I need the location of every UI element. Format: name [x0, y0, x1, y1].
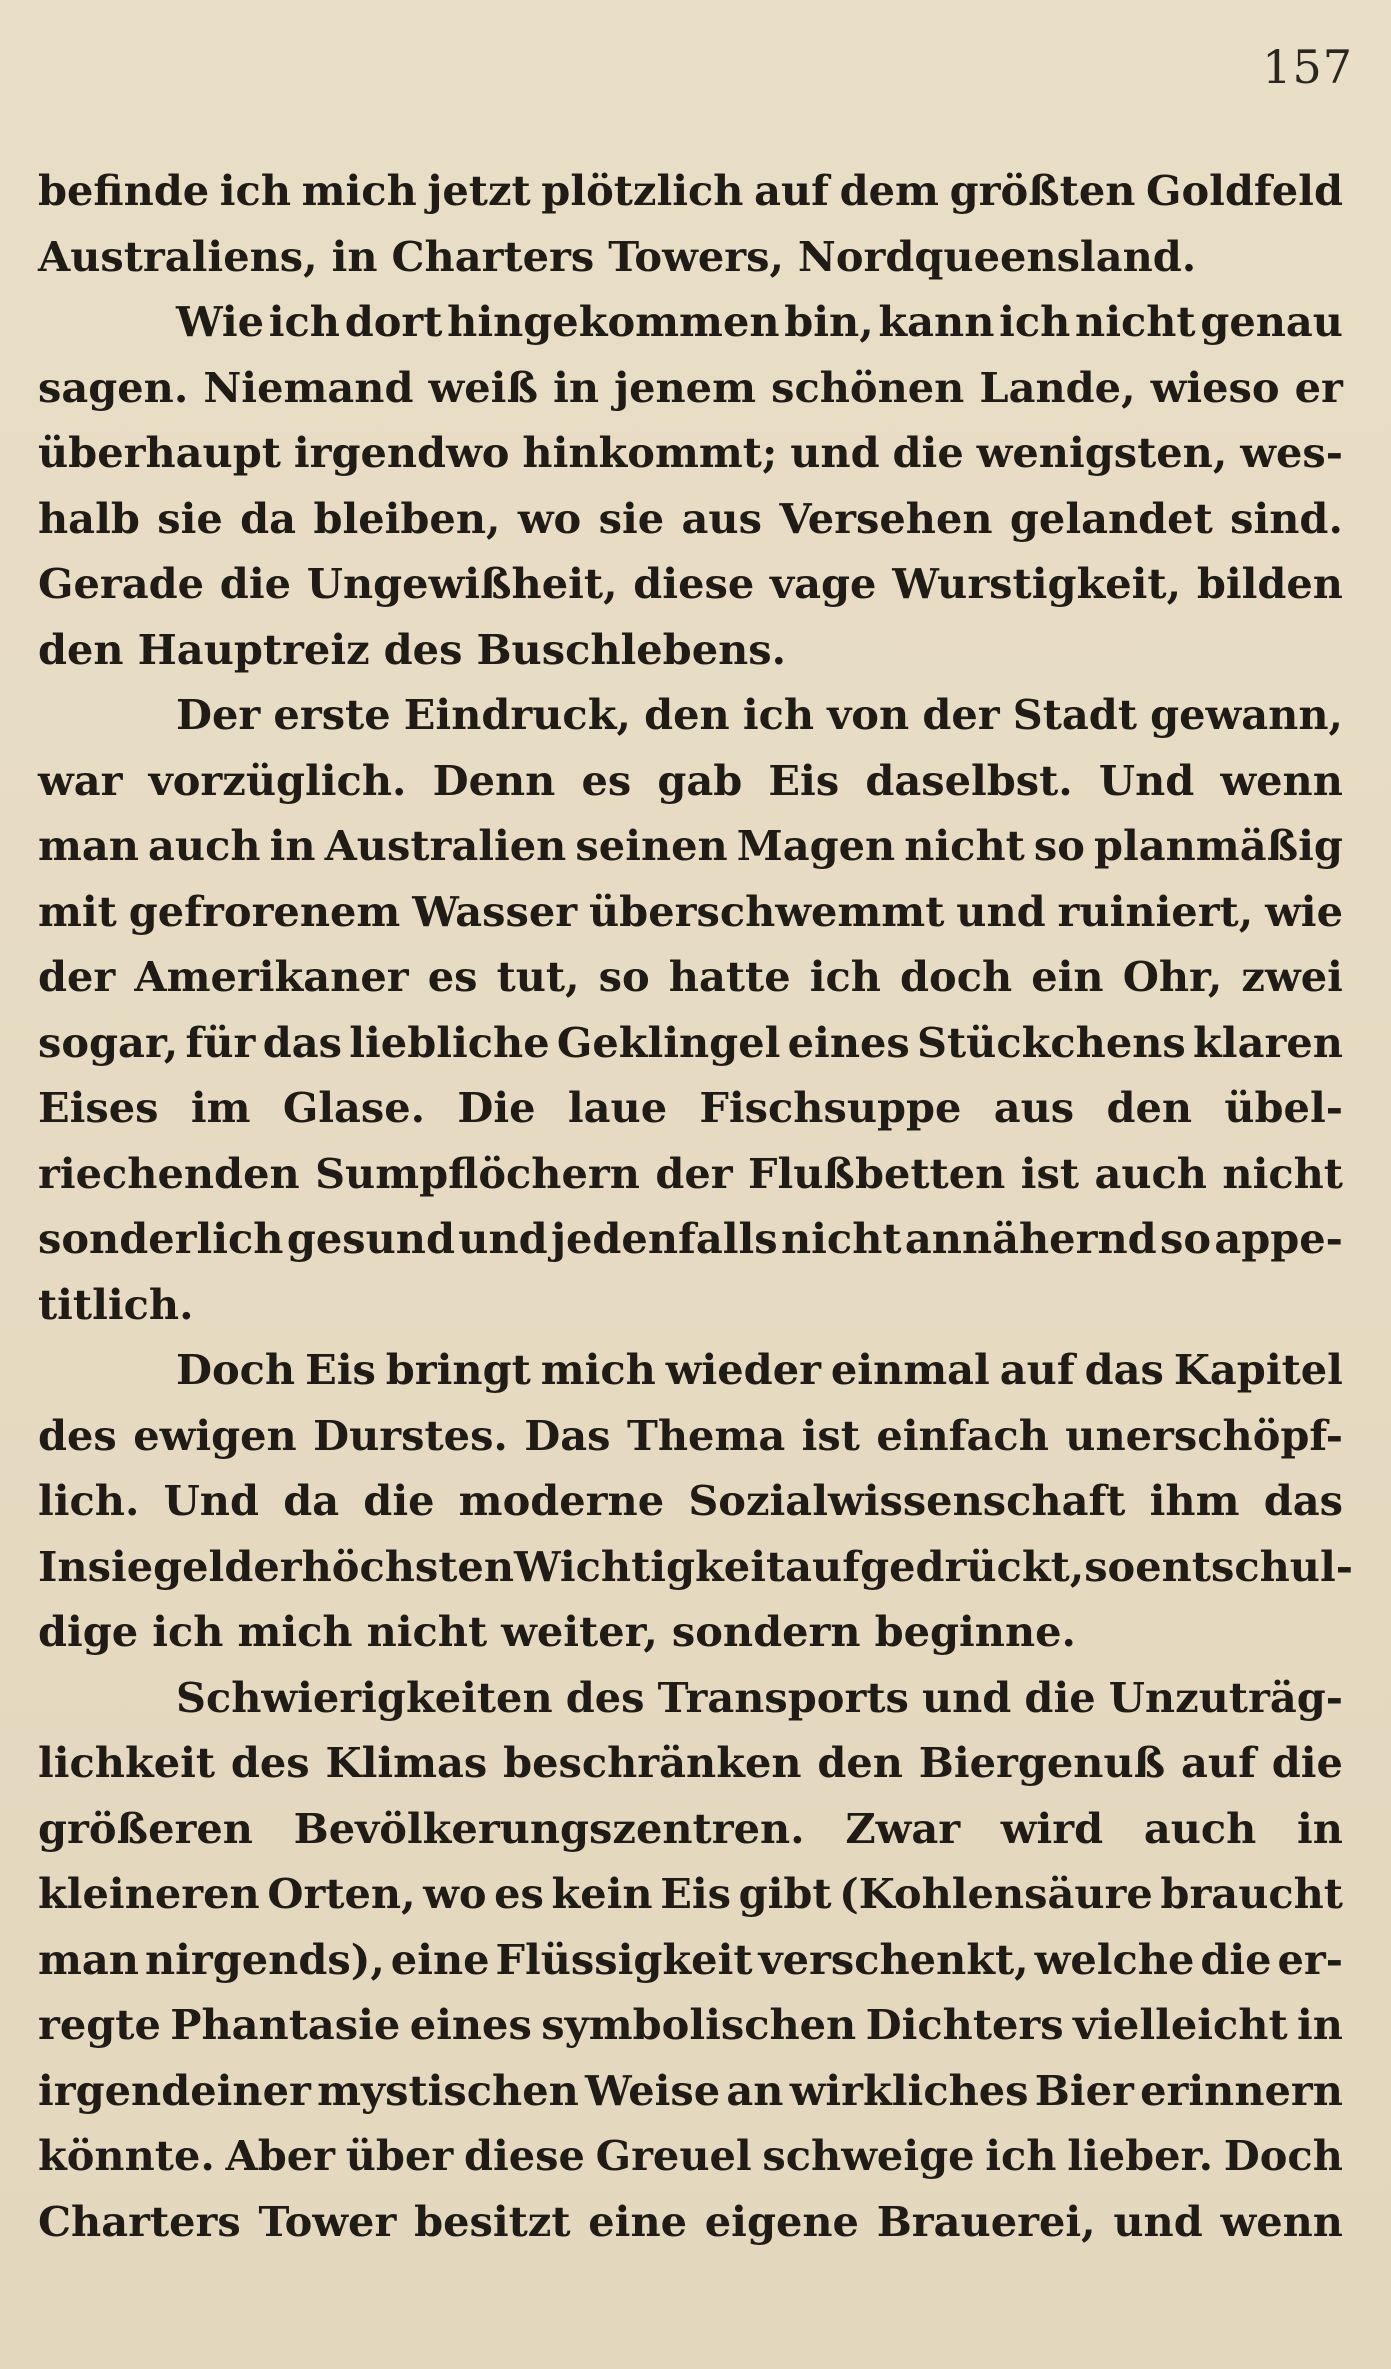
text-line: Charters Tower besitzt eine eigene Brauerei, und wenn [38, 2196, 1343, 2246]
text-line: Eises im Glase. Die laue Fischsuppe aus den übel- [38, 1083, 1343, 1132]
text-line: riechenden Sumpflöchern der Flußbetten ist auch nicht [38, 1148, 1343, 1198]
text-line: Gerade die Ungewißheit, diese vage Wurstigkeit, bilden [38, 559, 1343, 608]
text-line: Insiegel der höchsten Wichtigkeit aufgedrückt, so entschul- [38, 1541, 1353, 1591]
text-line: titlich. [38, 1279, 194, 1329]
text-line: größeren Bevölkerungszentren. Zwar wird auch in [38, 1803, 1343, 1853]
text-line: befinde ich mich jetzt plötzlich auf dem größten Goldfeld [38, 166, 1343, 215]
text-line: Australiens, in Charters Towers, Nordqueensland. [38, 231, 1197, 281]
text-line: halb sie da bleiben, wo sie aus Versehen gelandet sind. [38, 493, 1343, 543]
text-line: dige ich mich nicht weiter, sondern beginne. [38, 1607, 1076, 1656]
text-line: Schwierigkeiten des Transports und die Unzuträg- [176, 1672, 1343, 1722]
text-line: lich. Und da die moderne Sozialwissenschaft ihm das [38, 1476, 1343, 1525]
text-line: war vorzüglich. Denn es gab Eis daselbst. Und wenn [38, 755, 1343, 805]
text-line: man nirgends), eine Flüssigkeit verschenkt, welche die er- [38, 1934, 1343, 1984]
text-line: sagen. Niemand weiß in jenem schönen Lande, wieso er [38, 362, 1343, 412]
page-number: 157 [1262, 40, 1353, 94]
text-line: man auch in Australien seinen Magen nicht so planmäßig [38, 821, 1343, 870]
text-line: lichkeit des Klimas beschränken den Biergenuß auf die [38, 1738, 1343, 1787]
text-line: den Hauptreiz des Buschlebens. [38, 624, 787, 674]
text-line: sonderlich gesund und jedenfalls nicht annähernd so appe- [38, 1214, 1343, 1263]
text-line: regte Phantasie eines symbolischen Dichters vielleicht in [38, 2000, 1343, 2049]
body-text [38, 158, 1353, 2254]
text-line: Doch Eis bringt mich wieder einmal auf das Kapitel [176, 1345, 1343, 1394]
text-line: könnte. Aber über diese Greuel schweige ich lieber. Doch [38, 2131, 1343, 2180]
text-line: irgendeiner mystischen Weise an wirkliches Bier erinnern [38, 2065, 1343, 2115]
text-line: des ewigen Durstes. Das Thema ist einfach unerschöpf- [38, 1410, 1343, 1460]
text-line: der Amerikaner es tut, so hatte ich doch ein Ohr, zwei [38, 952, 1343, 1001]
text-line: sogar, für das liebliche Geklingel eines Stückchens klaren [38, 1017, 1343, 1067]
text-line: kleineren Orten, wo es kein Eis gibt (Kohlensäure braucht [38, 1869, 1343, 1918]
text-line: Der erste Eindruck, den ich von der Stadt gewann, [176, 690, 1343, 739]
text-line: Wie ich dort hingekommen bin, kann ich nicht genau [176, 297, 1343, 346]
text-line: mit gefrorenem Wasser überschwemmt und ruiniert, wie [38, 886, 1343, 936]
text-line: überhaupt irgendwo hinkommt; und die wenigsten, wes- [38, 428, 1343, 477]
